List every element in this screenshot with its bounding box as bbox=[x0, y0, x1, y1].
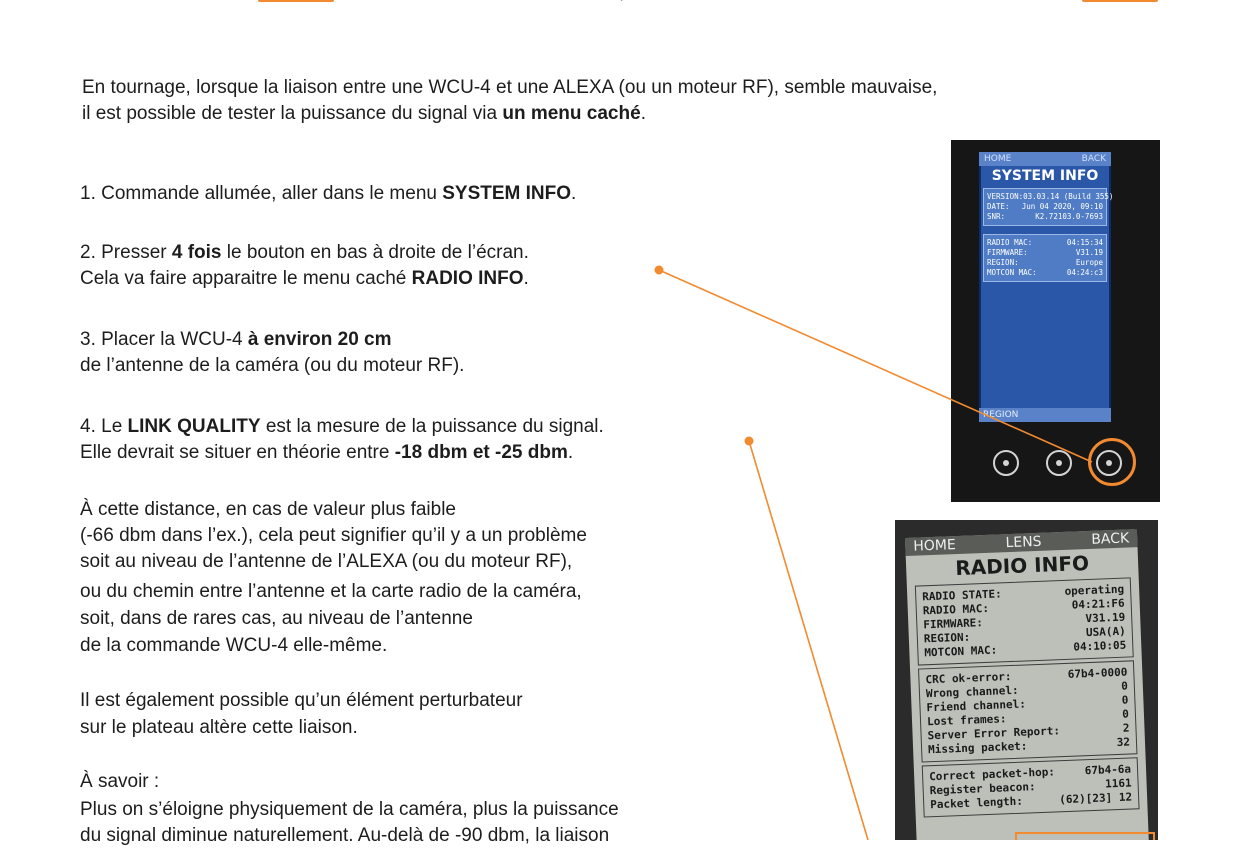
lens-button[interactable]: LENS bbox=[1005, 533, 1042, 552]
connector-dot-step-4 bbox=[745, 437, 754, 446]
screen-title: RADIO INFO bbox=[954, 550, 1090, 581]
home-button[interactable]: HOME bbox=[913, 537, 957, 555]
note-title: À savoir : bbox=[80, 771, 160, 792]
region-softkey[interactable]: REGION bbox=[979, 408, 1111, 422]
radio-state-box: RADIO STATE: operating RADIO MAC: 04:21:F6 FIRMWARE: V31.19 REGION: USA(A) MOTCON MAC: 04:10:05 bbox=[915, 577, 1134, 665]
step-1: 1. Commande allumée, aller dans le menu SYSTEM INFO. bbox=[80, 183, 577, 204]
para-line-8: sur le plateau altère cette liaison. bbox=[80, 717, 358, 738]
back-button[interactable]: BACK bbox=[1090, 530, 1130, 548]
home-button[interactable]: HOME bbox=[984, 154, 1012, 164]
step-3-detail: de l’antenne de la caméra (ou du moteur RF). bbox=[80, 355, 465, 376]
step-3: 3. Placer la WCU-4 à environ 20 cm bbox=[80, 329, 392, 350]
para-line-4: ou du chemin entre l’antenne et la carte radio de la caméra, bbox=[80, 581, 582, 602]
para-line-3: soit au niveau de l’antenne de l’ALEXA (ou du moteur RF), bbox=[80, 551, 573, 572]
para-line-5: soit, dans de rares cas, au niveau de l’antenne bbox=[80, 608, 473, 629]
screen-title: SYSTEM INFO bbox=[991, 168, 1099, 184]
note-line-2: du signal diminue naturellement. Au-delà de -90 dbm, la liaison bbox=[80, 825, 610, 846]
para-line-6: de la commande WCU-4 elle-même. bbox=[80, 635, 388, 656]
step-4: 4. Le LINK QUALITY est la mesure de la puissance du signal. bbox=[80, 416, 604, 437]
para-line-2: (-66 dbm dans l’ex.), cela peut signifier qu’il y a un problème bbox=[80, 525, 587, 546]
back-button[interactable]: BACK bbox=[1081, 154, 1106, 164]
intro-line-2: il est possible de tester la puissance du signal via un menu caché. bbox=[82, 103, 646, 124]
intro-line-1: En tournage, lorsque la liaison entre une WCU-4 et une ALEXA (ou un moteur RF), semble mauvaise, bbox=[82, 77, 938, 98]
error-stats-box: CRC ok-error: 67b4-0000 Wrong channel: 0 Friend channel: 0 Lost frames: 0 Server Error Report: 2 Missing packet: 32 bbox=[918, 660, 1137, 762]
connector-step-4 bbox=[749, 441, 868, 840]
note-line-1: Plus on s’éloigne physiquement de la caméra, plus la puissance bbox=[80, 799, 619, 820]
para-line-7: Il est également possible qu’un élément perturbateur bbox=[80, 690, 523, 711]
step-2: 2. Presser 4 fois le bouton en bas à droite de l’écran. bbox=[80, 242, 529, 263]
packet-box: Correct packet-hop: 67b4-6a Register beacon: 1161 Packet length: (62)[23] 12 bbox=[922, 757, 1140, 817]
connector-dot-step-2 bbox=[655, 266, 664, 275]
connector-step-2 bbox=[659, 270, 1092, 462]
version-box: VERSION: 03.03.14 (Build 355) DATE: Jun 04 2020, 09:10 SNR: K2.72103.0-7693 bbox=[983, 188, 1107, 226]
step-4-detail: Elle devrait se situer en théorie entre -18 dbm et -25 dbm. bbox=[80, 442, 574, 463]
step-2-detail: Cela va faire apparaitre le menu caché RADIO INFO. bbox=[80, 268, 529, 289]
para-line-1: À cette distance, en cas de valeur plus faible bbox=[80, 499, 457, 520]
radio-box: RADIO MAC: 04:15:34 FIRMWARE: V31.19 REGION: Europe MOTCON MAC: 04:24:c3 bbox=[983, 234, 1107, 282]
